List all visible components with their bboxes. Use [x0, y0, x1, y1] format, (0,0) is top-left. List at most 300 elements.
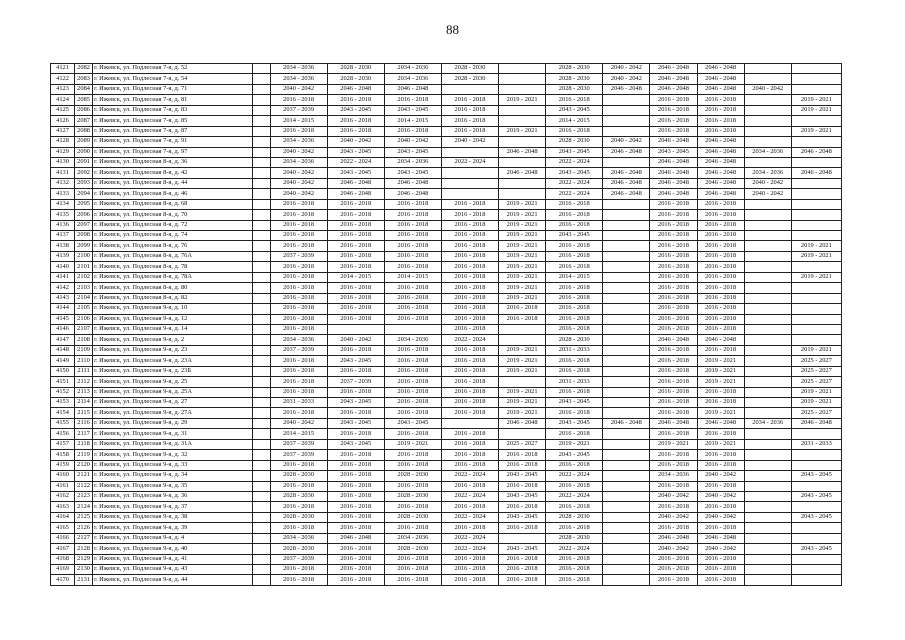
- cell-row-number: 4121: [51, 64, 75, 74]
- cell-row-number: 4167: [51, 544, 75, 554]
- cell-period-7: [603, 554, 650, 564]
- cell-period-7: [603, 335, 650, 345]
- cell-blank-column: [253, 157, 270, 167]
- cell-period-3: 2046 - 2048: [384, 178, 441, 188]
- cell-period-8: 2016 - 2018: [650, 450, 697, 460]
- cell-address: г. Ижевск, ул. Подлесная 8-я, д. 80: [93, 283, 253, 293]
- cell-period-10: [744, 408, 791, 418]
- cell-period-7: [603, 408, 650, 418]
- cell-blank-column: [253, 74, 270, 84]
- table-row: [51, 429, 842, 439]
- cell-period-7: [603, 157, 650, 167]
- cell-period-1: 2016 - 2018: [270, 220, 327, 230]
- cell-address: г. Ижевск, ул. Подлесная 9-я, д. 33: [93, 460, 253, 470]
- table-row: [51, 210, 842, 220]
- cell-period-3: 2016 - 2018: [384, 251, 441, 261]
- cell-blank-column: [253, 491, 270, 501]
- cell-period-2: 2046 - 2048: [327, 189, 384, 199]
- cell-period-3: 2046 - 2048: [384, 189, 441, 199]
- cell-period-5: 2016 - 2018: [499, 304, 546, 314]
- cell-period-3: 2034 - 2036: [384, 335, 441, 345]
- cell-period-9: 2016 - 2018: [697, 523, 744, 533]
- table-row: [51, 147, 842, 157]
- cell-period-1: 2028 - 2030: [270, 471, 327, 481]
- cell-period-4: 2016 - 2018: [441, 126, 498, 136]
- cell-period-1: 2016 - 2018: [270, 460, 327, 470]
- cell-period-9: 2016 - 2018: [697, 554, 744, 564]
- cell-period-4: 2016 - 2018: [441, 502, 498, 512]
- cell-period-10: 2040 - 2042: [744, 178, 791, 188]
- cell-house-number: 2107: [75, 324, 93, 334]
- cell-period-4: [441, 168, 498, 178]
- cell-period-8: 2040 - 2042: [650, 512, 697, 522]
- cell-house-number: 2101: [75, 262, 93, 272]
- cell-period-1: 2028 - 2030: [270, 491, 327, 501]
- cell-period-4: 2016 - 2018: [441, 220, 498, 230]
- cell-blank-column: [253, 345, 270, 355]
- cell-house-number: 2088: [75, 126, 93, 136]
- cell-blank-column: [253, 471, 270, 481]
- cell-period-10: [744, 366, 791, 376]
- cell-period-6: 2016 - 2018: [546, 481, 603, 491]
- cell-house-number: 2130: [75, 565, 93, 575]
- cell-period-8: 2016 - 2018: [650, 251, 697, 261]
- table-row: [51, 460, 842, 470]
- cell-period-10: [744, 251, 791, 261]
- cell-row-number: 4154: [51, 408, 75, 418]
- cell-period-5: 2019 - 2021: [499, 126, 546, 136]
- cell-period-11: 2019 - 2021: [791, 105, 841, 115]
- cell-period-7: [603, 95, 650, 105]
- cell-period-10: [744, 345, 791, 355]
- cell-period-7: [603, 304, 650, 314]
- cell-period-9: 2016 - 2018: [697, 283, 744, 293]
- cell-period-9: 2046 - 2048: [697, 533, 744, 543]
- cell-period-9: 2016 - 2018: [697, 262, 744, 272]
- table-row: [51, 105, 842, 115]
- cell-period-5: 2016 - 2018: [499, 450, 546, 460]
- cell-period-8: 2016 - 2018: [650, 262, 697, 272]
- cell-house-number: 2118: [75, 439, 93, 449]
- cell-period-10: [744, 491, 791, 501]
- cell-period-4: 2016 - 2018: [441, 116, 498, 126]
- cell-blank-column: [253, 502, 270, 512]
- cell-period-10: [744, 481, 791, 491]
- cell-period-6: 2019 - 2021: [546, 439, 603, 449]
- table-row: [51, 231, 842, 241]
- cell-period-2: 2016 - 2018: [327, 491, 384, 501]
- cell-period-4: 2022 - 2024: [441, 471, 498, 481]
- cell-house-number: 2127: [75, 533, 93, 543]
- cell-period-11: 2046 - 2048: [791, 168, 841, 178]
- table-row: [51, 272, 842, 282]
- cell-period-7: [603, 481, 650, 491]
- cell-period-8: 2016 - 2018: [650, 293, 697, 303]
- cell-period-7: [603, 324, 650, 334]
- cell-period-6: 2022 - 2024: [546, 491, 603, 501]
- cell-house-number: 2113: [75, 387, 93, 397]
- cell-period-1: 2028 - 2030: [270, 512, 327, 522]
- cell-period-9: 2040 - 2042: [697, 512, 744, 522]
- cell-period-6: 2016 - 2018: [546, 523, 603, 533]
- cell-period-3: 2016 - 2018: [384, 575, 441, 585]
- table-row: [51, 168, 842, 178]
- cell-blank-column: [253, 147, 270, 157]
- cell-period-5: 2043 - 2045: [499, 512, 546, 522]
- cell-period-3: 2016 - 2018: [384, 523, 441, 533]
- cell-period-4: 2016 - 2018: [441, 210, 498, 220]
- cell-period-1: 2034 - 2036: [270, 533, 327, 543]
- cell-blank-column: [253, 377, 270, 387]
- cell-address: г. Ижевск, ул. Подлесная 8-я, д. 44: [93, 178, 253, 188]
- cell-house-number: 2117: [75, 429, 93, 439]
- cell-period-8: 2016 - 2018: [650, 398, 697, 408]
- cell-period-5: [499, 324, 546, 334]
- cell-blank-column: [253, 283, 270, 293]
- cell-period-11: 2025 - 2027: [791, 408, 841, 418]
- cell-period-1: 2016 - 2018: [270, 481, 327, 491]
- cell-period-7: 2040 - 2042: [603, 64, 650, 74]
- cell-blank-column: [253, 324, 270, 334]
- cell-period-4: 2022 - 2024: [441, 512, 498, 522]
- cell-period-1: 2016 - 2018: [270, 356, 327, 366]
- cell-period-1: 2016 - 2018: [270, 565, 327, 575]
- cell-blank-column: [253, 272, 270, 282]
- cell-row-number: 4162: [51, 491, 75, 501]
- cell-period-2: 2043 - 2045: [327, 168, 384, 178]
- cell-period-1: 2034 - 2036: [270, 157, 327, 167]
- cell-period-4: 2016 - 2018: [441, 398, 498, 408]
- cell-period-11: [791, 575, 841, 585]
- cell-period-11: [791, 335, 841, 345]
- cell-address: г. Ижевск, ул. Подлесная 9-я, д. 14: [93, 324, 253, 334]
- table-row: [51, 283, 842, 293]
- cell-period-1: 2016 - 2018: [270, 502, 327, 512]
- cell-house-number: 2123: [75, 491, 93, 501]
- cell-house-number: 2105: [75, 304, 93, 314]
- cell-blank-column: [253, 565, 270, 575]
- cell-period-9: 2046 - 2048: [697, 137, 744, 147]
- cell-period-1: 2016 - 2018: [270, 126, 327, 136]
- cell-period-6: 2014 - 2015: [546, 116, 603, 126]
- cell-period-11: [791, 210, 841, 220]
- cell-period-10: [744, 575, 791, 585]
- cell-period-1: 2016 - 2018: [270, 377, 327, 387]
- cell-period-9: 2016 - 2018: [697, 398, 744, 408]
- cell-address: г. Ижевск, ул. Подлесная 8-я, д. 76: [93, 241, 253, 251]
- cell-period-3: 2016 - 2018: [384, 126, 441, 136]
- cell-period-1: 2040 - 2042: [270, 84, 327, 94]
- cell-period-10: [744, 398, 791, 408]
- cell-period-8: 2016 - 2018: [650, 460, 697, 470]
- cell-period-2: 2016 - 2018: [327, 345, 384, 355]
- cell-address: г. Ижевск, ул. Подлесная 8-я, д. 72: [93, 220, 253, 230]
- cell-period-6: 2043 - 2045: [546, 168, 603, 178]
- cell-period-3: 2016 - 2018: [384, 450, 441, 460]
- cell-row-number: 4125: [51, 105, 75, 115]
- cell-period-4: 2016 - 2018: [441, 575, 498, 585]
- cell-period-6: 2031 - 2033: [546, 345, 603, 355]
- cell-period-9: 2016 - 2018: [697, 345, 744, 355]
- table-row: [51, 157, 842, 167]
- cell-period-7: [603, 251, 650, 261]
- cell-period-5: 2019 - 2021: [499, 272, 546, 282]
- table-row: [51, 439, 842, 449]
- cell-period-1: 2034 - 2036: [270, 74, 327, 84]
- cell-period-3: 2028 - 2030: [384, 471, 441, 481]
- cell-row-number: 4122: [51, 74, 75, 84]
- cell-row-number: 4148: [51, 345, 75, 355]
- cell-address: г. Ижевск, ул. Подлесная 7-я, д. 85: [93, 116, 253, 126]
- table-row: [51, 116, 842, 126]
- cell-period-6: 2016 - 2018: [546, 460, 603, 470]
- cell-period-8: 2046 - 2048: [650, 168, 697, 178]
- cell-period-9: 2046 - 2048: [697, 418, 744, 428]
- cell-row-number: 4131: [51, 168, 75, 178]
- cell-house-number: 2112: [75, 377, 93, 387]
- cell-row-number: 4161: [51, 481, 75, 491]
- cell-house-number: 2131: [75, 575, 93, 585]
- cell-period-2: 2022 - 2024: [327, 157, 384, 167]
- cell-period-1: 2016 - 2018: [270, 210, 327, 220]
- cell-period-9: 2016 - 2018: [697, 460, 744, 470]
- cell-blank-column: [253, 533, 270, 543]
- cell-row-number: 4135: [51, 210, 75, 220]
- cell-period-2: 2016 - 2018: [327, 575, 384, 585]
- cell-house-number: 2102: [75, 272, 93, 282]
- cell-period-3: 2016 - 2018: [384, 304, 441, 314]
- cell-period-7: [603, 429, 650, 439]
- cell-period-7: 2046 - 2048: [603, 189, 650, 199]
- cell-period-11: 2043 - 2045: [791, 491, 841, 501]
- cell-period-9: 2019 - 2021: [697, 356, 744, 366]
- cell-address: г. Ижевск, ул. Подлесная 9-я, д. 31: [93, 429, 253, 439]
- cell-blank-column: [253, 512, 270, 522]
- cell-house-number: 2106: [75, 314, 93, 324]
- cell-period-11: [791, 523, 841, 533]
- cell-period-5: 2043 - 2045: [499, 471, 546, 481]
- cell-period-8: 2043 - 2045: [650, 147, 697, 157]
- cell-period-5: 2019 - 2021: [499, 356, 546, 366]
- cell-period-7: 2046 - 2048: [603, 178, 650, 188]
- cell-period-3: 2016 - 2018: [384, 429, 441, 439]
- cell-address: г. Ижевск, ул. Подлесная 8-я, д. 78: [93, 262, 253, 272]
- cell-period-3: 2016 - 2018: [384, 293, 441, 303]
- cell-period-3: 2016 - 2018: [384, 220, 441, 230]
- cell-blank-column: [253, 137, 270, 147]
- cell-blank-column: [253, 387, 270, 397]
- cell-period-8: 2016 - 2018: [650, 345, 697, 355]
- cell-period-8: 2016 - 2018: [650, 126, 697, 136]
- cell-blank-column: [253, 189, 270, 199]
- cell-blank-column: [253, 544, 270, 554]
- cell-period-3: 2016 - 2018: [384, 231, 441, 241]
- cell-period-11: 2031 - 2033: [791, 439, 841, 449]
- cell-row-number: 4130: [51, 157, 75, 167]
- cell-address: г. Ижевск, ул. Подлесная 8-я, д. 78А: [93, 272, 253, 282]
- cell-period-7: 2046 - 2048: [603, 147, 650, 157]
- cell-period-9: 2016 - 2018: [697, 231, 744, 241]
- cell-house-number: 2082: [75, 64, 93, 74]
- cell-row-number: 4150: [51, 366, 75, 376]
- cell-row-number: 4128: [51, 137, 75, 147]
- cell-row-number: 4149: [51, 356, 75, 366]
- cell-blank-column: [253, 429, 270, 439]
- table-row: [51, 408, 842, 418]
- cell-period-7: [603, 314, 650, 324]
- cell-period-1: 2016 - 2018: [270, 408, 327, 418]
- cell-period-6: 2016 - 2018: [546, 251, 603, 261]
- cell-period-5: [499, 157, 546, 167]
- cell-period-7: [603, 116, 650, 126]
- cell-period-9: 2040 - 2042: [697, 491, 744, 501]
- cell-period-6: 2016 - 2018: [546, 502, 603, 512]
- cell-period-8: 2016 - 2018: [650, 210, 697, 220]
- cell-period-3: 2016 - 2018: [384, 95, 441, 105]
- cell-period-3: 2016 - 2018: [384, 502, 441, 512]
- cell-period-11: 2019 - 2021: [791, 387, 841, 397]
- cell-period-6: 2028 - 2030: [546, 74, 603, 84]
- cell-period-4: 2022 - 2024: [441, 335, 498, 345]
- cell-period-2: 2046 - 2048: [327, 533, 384, 543]
- cell-period-10: [744, 429, 791, 439]
- cell-period-1: 2037 - 2039: [270, 251, 327, 261]
- cell-period-2: 2016 - 2018: [327, 304, 384, 314]
- cell-period-5: 2019 - 2021: [499, 293, 546, 303]
- cell-period-4: 2016 - 2018: [441, 314, 498, 324]
- cell-period-2: 2046 - 2048: [327, 178, 384, 188]
- cell-house-number: 2114: [75, 398, 93, 408]
- cell-period-11: 2019 - 2021: [791, 241, 841, 251]
- cell-period-7: 2046 - 2048: [603, 418, 650, 428]
- cell-period-9: 2016 - 2018: [697, 450, 744, 460]
- cell-period-6: 2043 - 2045: [546, 231, 603, 241]
- cell-period-5: 2016 - 2018: [499, 460, 546, 470]
- cell-row-number: 4133: [51, 189, 75, 199]
- cell-period-11: [791, 481, 841, 491]
- cell-period-6: 2016 - 2018: [546, 356, 603, 366]
- cell-period-11: [791, 533, 841, 543]
- cell-period-2: 2016 - 2018: [327, 387, 384, 397]
- cell-period-3: 2016 - 2018: [384, 554, 441, 564]
- cell-blank-column: [253, 335, 270, 345]
- table-row: [51, 554, 842, 564]
- cell-period-11: [791, 460, 841, 470]
- cell-house-number: 2121: [75, 471, 93, 481]
- cell-period-6: 2016 - 2018: [546, 126, 603, 136]
- cell-period-9: 2046 - 2048: [697, 189, 744, 199]
- cell-blank-column: [253, 116, 270, 126]
- cell-address: г. Ижевск, ул. Подлесная 9-я, д. 29: [93, 418, 253, 428]
- cell-period-8: 2016 - 2018: [650, 199, 697, 209]
- cell-period-2: 2016 - 2018: [327, 450, 384, 460]
- cell-period-10: [744, 231, 791, 241]
- cell-period-2: 2016 - 2018: [327, 429, 384, 439]
- cell-blank-column: [253, 575, 270, 585]
- cell-period-5: 2016 - 2018: [499, 314, 546, 324]
- cell-period-3: 2043 - 2045: [384, 147, 441, 157]
- cell-period-2: 2016 - 2018: [327, 241, 384, 251]
- cell-row-number: 4153: [51, 398, 75, 408]
- cell-period-2: 2040 - 2042: [327, 137, 384, 147]
- table-row: [51, 220, 842, 230]
- cell-period-2: [327, 324, 384, 334]
- cell-row-number: 4164: [51, 512, 75, 522]
- cell-period-11: [791, 502, 841, 512]
- table-row: [51, 366, 842, 376]
- cell-period-6: 2028 - 2030: [546, 64, 603, 74]
- cell-period-10: [744, 439, 791, 449]
- cell-period-2: 2016 - 2018: [327, 460, 384, 470]
- table-row: [51, 314, 842, 324]
- cell-period-4: 2022 - 2024: [441, 533, 498, 543]
- cell-period-4: 2022 - 2024: [441, 491, 498, 501]
- cell-house-number: 2094: [75, 189, 93, 199]
- cell-period-5: 2046 - 2048: [499, 418, 546, 428]
- cell-period-10: 2040 - 2042: [744, 84, 791, 94]
- cell-period-11: 2043 - 2045: [791, 544, 841, 554]
- cell-period-11: [791, 199, 841, 209]
- cell-row-number: 4129: [51, 147, 75, 157]
- cell-period-6: 2016 - 2018: [546, 210, 603, 220]
- cell-address: г. Ижевск, ул. Подлесная 7-я, д. 83: [93, 105, 253, 115]
- cell-period-8: 2016 - 2018: [650, 283, 697, 293]
- cell-period-1: 2037 - 2039: [270, 439, 327, 449]
- cell-period-6: 2022 - 2024: [546, 544, 603, 554]
- table-row: [51, 481, 842, 491]
- cell-period-8: 2046 - 2048: [650, 189, 697, 199]
- cell-period-1: 2016 - 2018: [270, 387, 327, 397]
- cell-period-5: [499, 429, 546, 439]
- cell-address: г. Ижевск, ул. Подлесная 9-я, д. 38: [93, 512, 253, 522]
- cell-blank-column: [253, 178, 270, 188]
- cell-period-10: [744, 64, 791, 74]
- cell-period-5: [499, 335, 546, 345]
- cell-period-3: 2016 - 2018: [384, 387, 441, 397]
- cell-period-5: [499, 74, 546, 84]
- cell-house-number: 2126: [75, 523, 93, 533]
- cell-address: г. Ижевск, ул. Подлесная 8-я, д. 46: [93, 189, 253, 199]
- cell-period-7: 2040 - 2042: [603, 74, 650, 84]
- cell-house-number: 2098: [75, 231, 93, 241]
- cell-period-8: 2040 - 2042: [650, 544, 697, 554]
- table-row: [51, 377, 842, 387]
- cell-period-9: 2016 - 2018: [697, 304, 744, 314]
- cell-period-7: [603, 262, 650, 272]
- cell-period-7: 2046 - 2048: [603, 84, 650, 94]
- cell-period-1: 2016 - 2018: [270, 95, 327, 105]
- cell-period-8: 2046 - 2048: [650, 74, 697, 84]
- cell-period-5: 2043 - 2045: [499, 544, 546, 554]
- cell-address: г. Ижевск, ул. Подлесная 8-я, д. 70: [93, 210, 253, 220]
- cell-address: г. Ижевск, ул. Подлесная 9-я, д. 25А: [93, 387, 253, 397]
- cell-period-7: [603, 210, 650, 220]
- cell-period-4: 2016 - 2018: [441, 231, 498, 241]
- cell-period-5: [499, 64, 546, 74]
- cell-period-3: 2016 - 2018: [384, 241, 441, 251]
- cell-period-7: [603, 293, 650, 303]
- cell-period-11: [791, 324, 841, 334]
- cell-period-6: 2016 - 2018: [546, 262, 603, 272]
- cell-period-10: [744, 314, 791, 324]
- cell-period-2: 2016 - 2018: [327, 283, 384, 293]
- cell-period-6: 2028 - 2030: [546, 335, 603, 345]
- cell-period-7: [603, 544, 650, 554]
- cell-period-5: [499, 178, 546, 188]
- cell-period-10: [744, 502, 791, 512]
- cell-house-number: 2111: [75, 366, 93, 376]
- cell-period-6: 2016 - 2018: [546, 408, 603, 418]
